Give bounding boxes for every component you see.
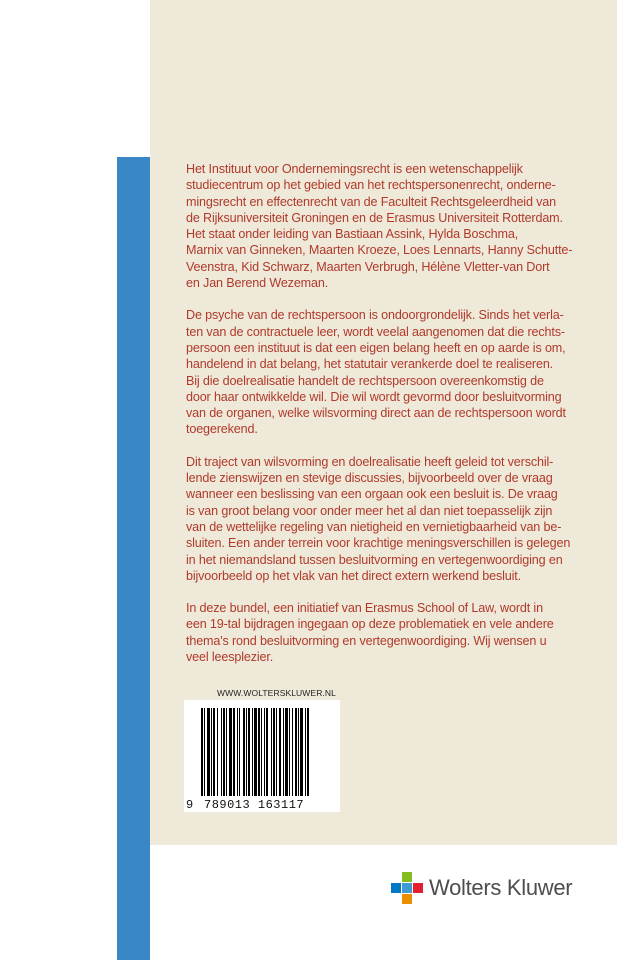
barcode-bar xyxy=(295,708,297,796)
barcode-bar xyxy=(254,708,257,796)
barcode-bar xyxy=(217,708,218,796)
barcode-bar xyxy=(273,708,275,796)
blue-accent-bar xyxy=(117,157,150,960)
barcode-bar xyxy=(243,708,245,796)
barcode-bar xyxy=(271,708,272,796)
barcode-bar xyxy=(223,708,225,796)
barcode-bar xyxy=(285,708,288,796)
barcode-bar xyxy=(237,708,238,796)
barcode-bar xyxy=(239,708,240,796)
website-url: WWW.WOLTERSKLUWER.NL xyxy=(217,688,336,698)
barcode-bar xyxy=(226,708,227,796)
paragraph-bundel: In deze bundel, een initiatief van Erasmus School of Law, wordt in een 19-tal bijdragen ingegaan op deze problematiek en vele andere thema's rond besluitvorming en vertegenwoordiging. Wij wensen u veel leesplezier. xyxy=(186,601,554,665)
barcode xyxy=(184,700,340,812)
barcode-bar xyxy=(261,708,262,796)
barcode-bar xyxy=(279,708,281,796)
barcode-bar xyxy=(298,708,299,796)
barcode-bar xyxy=(283,708,284,796)
barcode-bars xyxy=(201,708,323,796)
barcode-bar xyxy=(207,708,210,796)
paragraph-psyche: De psyche van de rechtspersoon is ondoorgrondelijk. Sinds het verla- ten van de contractuele leer, wordt veelal aangenomen dat die rechts- persoon een instituut is dat een eigen belang heeft en op aarde is om, handelend in dat belang, het statutair verankerde doel te realiseren. Bij die doelrealisatie handelt de rechtspersoon overeenkomstig de door haar ontwikkelde wil. Die wil wordt gevormd door besluitvorming van de organen, welke wilsvorming direct aan de rechtspersoon wordt toegerekend. xyxy=(186,308,566,437)
barcode-bar xyxy=(246,708,247,796)
back-cover-text xyxy=(186,161,594,681)
barcode-bar xyxy=(229,708,232,796)
paragraph-institute: Het Instituut voor Ondernemingsrecht is een wetenschappelijk studiecentrum op het gebied van het rechtspersonenrecht, onderne- mingsrecht en effectenrecht van de Faculteit Rechtsgeleerdheid van de Rijksuniversiteit Groningen en de Erasmus Universiteit Rotterdam. Het staat onder leiding van Bastiaan Assink, Hylda Boschma, Marnix van Ginneken, Maarten Kroeze, Loes Lennarts, Hanny Schutte- Veenstra, Kid Schwarz, Maarten Verbrugh, Hélène Vletter-van Dort en Jan Berend Wezeman. xyxy=(186,162,573,291)
wolters-kluwer-logo-icon xyxy=(391,872,423,904)
barcode-bar xyxy=(204,708,205,796)
barcode-bar xyxy=(276,708,277,796)
barcode-bar xyxy=(221,708,222,796)
barcode-bar xyxy=(305,708,306,796)
barcode-bar xyxy=(264,708,265,796)
barcode-bar xyxy=(266,708,268,796)
paragraph-traject: Dit traject van wilsvorming en doelrealisatie heeft geleid tot verschil- lende zienswijzen en stevige discussies, bijvoorbeeld over de vraag wanneer een beslissing van een orgaan ook een besluit is. De vraag is van groot belang voor onder meer het al dan niet toepasselijk zijn van de wettelijke regeling van nietigheid en vernietigbaarheid van be- sluiten. Een ander terrein voor krachtige meningsverschillen is gelegen in het niemandsland tussen besluitvorming en vertegenwoordiging en bijvoorbeeld op het vlak van het direct extern werkend besluit. xyxy=(186,454,571,583)
barcode-bar xyxy=(213,708,215,796)
barcode-bar xyxy=(307,708,309,796)
barcode-bar xyxy=(248,708,250,796)
isbn-digits: 789013 163117 xyxy=(204,798,305,812)
barcode-bar xyxy=(233,708,235,796)
barcode-bar xyxy=(300,708,303,796)
barcode-bar xyxy=(289,708,290,796)
barcode-bar xyxy=(258,708,260,796)
barcode-bar xyxy=(252,708,253,796)
logo-wordmark: Wolters Kluwer xyxy=(429,875,573,900)
publisher-logo xyxy=(391,872,572,904)
barcode-bar xyxy=(292,708,293,796)
barcode-bar xyxy=(211,708,212,796)
isbn-lead-digit: 9 xyxy=(186,798,194,812)
barcode-bar xyxy=(201,708,203,796)
